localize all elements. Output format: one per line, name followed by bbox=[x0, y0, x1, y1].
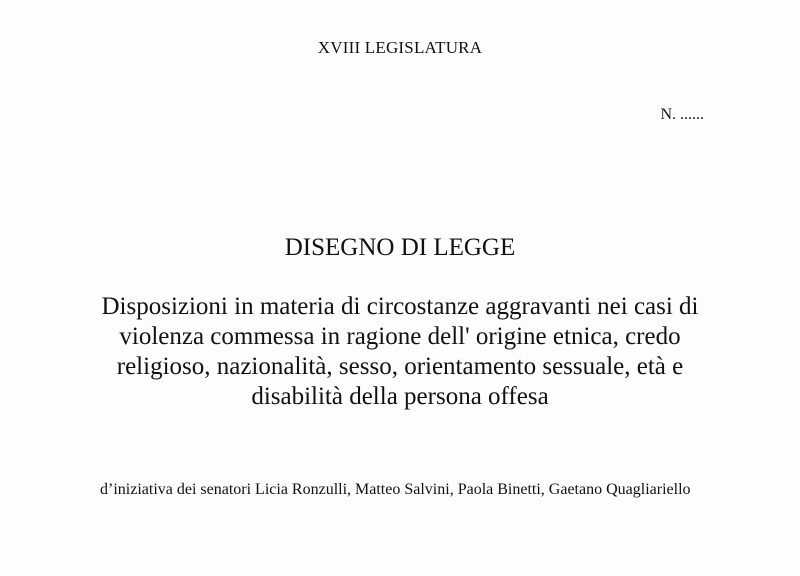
bill-number: N. ...... bbox=[660, 106, 704, 123]
bill-title: Disposizioni in materia di circostanze aggravanti nei casi di violenza commessa in ragione dell' origine etnica, credo religioso, nazionalità, sesso, orientamento sessuale, età e disabilità della persona offesa bbox=[101, 293, 699, 410]
legislature-heading: XVIII LEGISLATURA bbox=[317, 38, 483, 57]
document-type-heading: DISEGNO DI LEGGE bbox=[284, 234, 516, 261]
initiative-line: d’iniziativa dei senatori Licia Ronzulli, Matteo Salvini, Paola Binetti, Gaetano Quagliariello bbox=[100, 481, 691, 498]
